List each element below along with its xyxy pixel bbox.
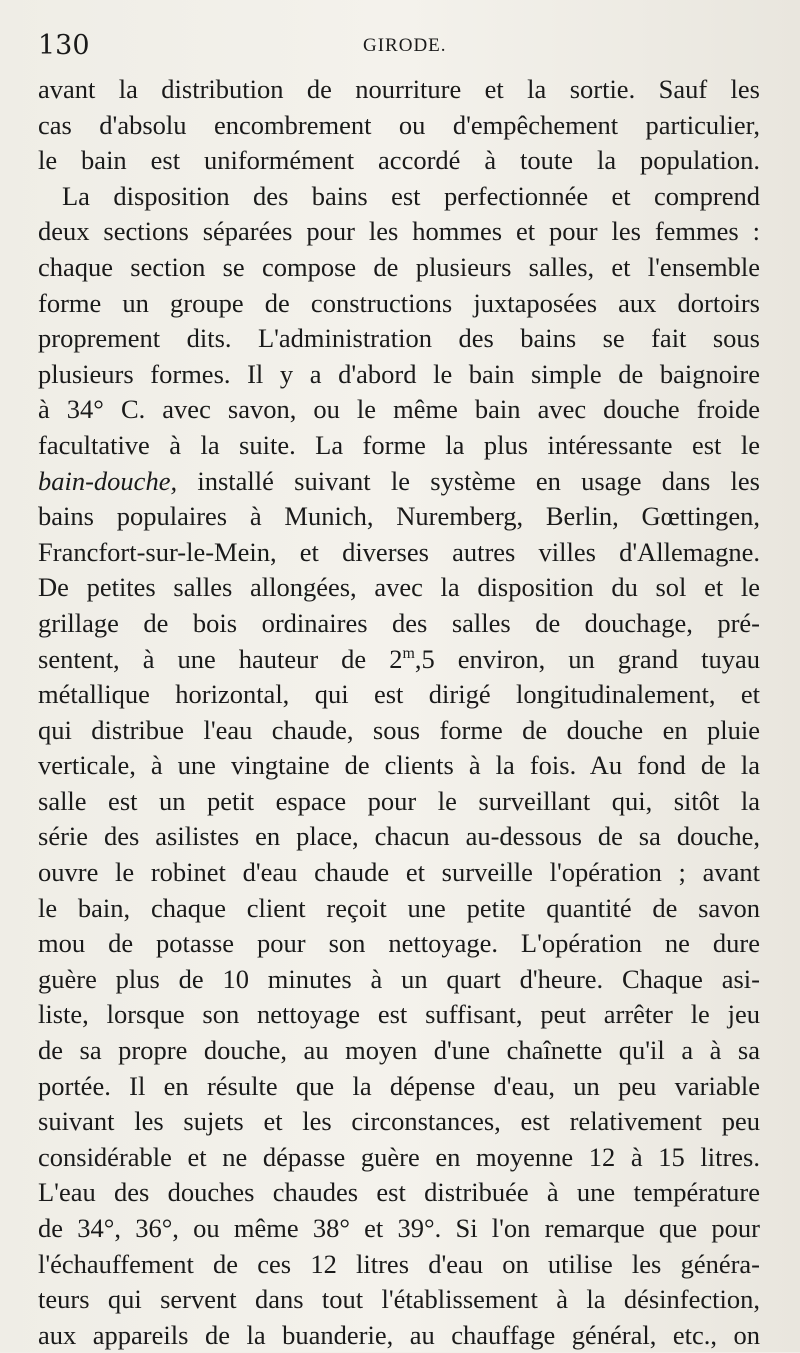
text-line: La disposition des bains est perfectionnée et comprend (62, 180, 760, 211)
text-fragment: ,5 (414, 643, 435, 674)
text-line: de sa propre douche, au moyen d'une chaînette qu'il a à sa (38, 1035, 760, 1066)
text-line: de 34°, 36°, ou même 38° et 39°. Si l'on remarque que pour (38, 1213, 760, 1243)
text-line: chaque section se compose de plusieurs salles, et l'ensemble (38, 251, 760, 282)
text-line: liste, lorsque son nettoyage est suffisant, peut arrêter le jeu (38, 999, 760, 1030)
body-text (38, 72, 760, 1353)
text-line: Francfort-sur-le-Mein, et diverses autres villes d'Allemagne. (38, 536, 760, 567)
text-line: avant la distribution de nourriture et la sortie. Sauf les (38, 74, 760, 104)
text-line: facultative à la suite. La forme la plus intéressante est le (38, 429, 760, 460)
text-line: l'échauffement de ces 12 litres d'eau on utilise les généra- (38, 1248, 760, 1279)
superscript: m (402, 644, 415, 662)
text-line: considérable et ne dépasse guère en moyenne 12 à 15 litres. (38, 1141, 760, 1172)
text-line: aux appareils de la buanderie, au chauffage général, etc., on (38, 1319, 760, 1350)
text-line: salle est un petit espace pour le surveillant qui, sitôt la (38, 785, 760, 816)
text-line: proprement dits. L'administration des bains se fait sous (38, 323, 760, 354)
page-header (38, 30, 760, 66)
text-fragment: environ, un grand tuyau (457, 643, 761, 674)
text-fragment: sentent, à une hauteur de 2 (38, 643, 403, 674)
text-line-mixed (38, 642, 760, 678)
text-line: forme un groupe de constructions juxtaposées aux dortoirs (38, 287, 760, 318)
italic-term: bain-douche, (38, 465, 178, 496)
text-line: De petites salles allongées, avec la disposition du sol et le (38, 572, 760, 603)
running-head: GIRODE. (363, 35, 447, 56)
page-number: 130 (38, 30, 90, 61)
text-line: guère plus de 10 minutes à un quart d'heure. Chaque asi- (38, 963, 760, 994)
text-line: mou de potasse pour son nettoyage. L'opération ne dure (38, 928, 760, 959)
text-line: suivant les sujets et les circonstances, est relativement peu (38, 1106, 760, 1137)
text-line: métallique horizontal, qui est dirigé longitudinalement, et (38, 679, 760, 710)
text-fragment: installé suivant le système en usage dans les (197, 465, 760, 496)
text-line: le bain, chaque client reçoit une petite quantité de savon (38, 892, 760, 923)
text-line: deux sections séparées pour les hommes et pour les femmes : (38, 216, 760, 247)
text-line: verticale, à une vingtaine de clients à la fois. Au fond de la (38, 750, 760, 781)
text-line: qui distribue l'eau chaude, sous forme de douche en pluie (38, 714, 760, 745)
text-line: plusieurs formes. Il y a d'abord le bain simple de baignoire (38, 358, 760, 389)
text-line: L'eau des douches chaudes est distribuée à une température (38, 1177, 760, 1208)
text-line: le bain est uniformément accordé à toute la population. (38, 145, 760, 176)
text-line: teurs qui servent dans tout l'établissement à la désinfection, (38, 1284, 760, 1315)
text-line: bains populaires à Munich, Nuremberg, Berlin, Gœttingen, (38, 501, 760, 532)
text-line: à 34° C. avec savon, ou le même bain avec douche froide (38, 394, 760, 425)
text-line: ouvre le robinet d'eau chaude et surveille l'opération ; avant (38, 857, 760, 888)
text-line-mixed (38, 464, 760, 500)
text-line: grillage de bois ordinaires des salles de douchage, pré- (38, 607, 760, 638)
text-line: portée. Il en résulte que la dépense d'eau, un peu variable (38, 1070, 760, 1101)
text-line: série des asilistes en place, chacun au-dessous de sa douche, (38, 821, 760, 852)
text-line: cas d'absolu encombrement ou d'empêchement particulier, (38, 109, 760, 140)
